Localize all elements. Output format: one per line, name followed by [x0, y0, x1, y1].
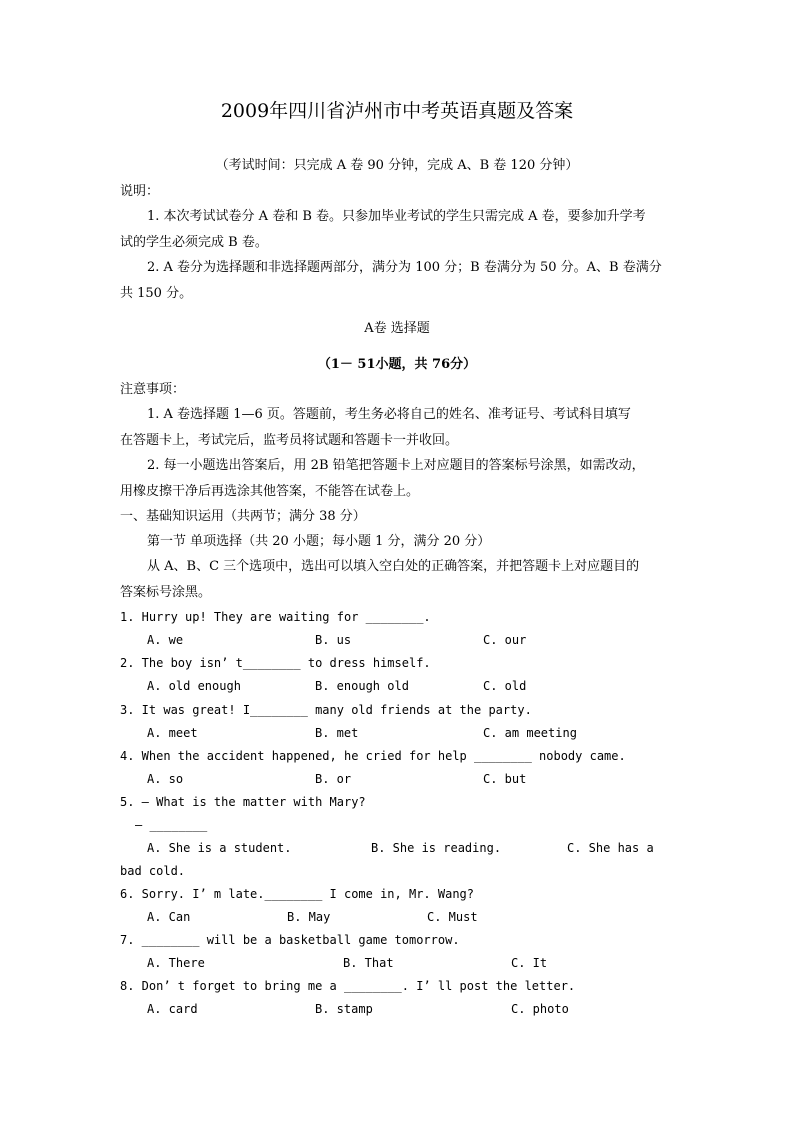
q3-option-a: A. meet — [147, 726, 198, 740]
q1-option-c: C. our — [483, 633, 527, 647]
q6-option-a: A. Can — [147, 910, 191, 924]
q8-option-c: C. photo — [511, 1002, 569, 1016]
q5-option-c: C. She has a — [567, 841, 654, 855]
q3-option-b: B. met — [315, 726, 359, 740]
attention-line-4: 用橡皮擦干净后再选涂其他答案，不能答在试卷上。 — [120, 484, 420, 499]
attention-line-1: 1. A 卷选择题 1—6 页。答题前，考生务必将自己的姓名、准考证号、考试科目填写 — [147, 407, 631, 422]
q7-option-b: B. That — [343, 956, 394, 970]
section-a-title: A卷 选择题 — [364, 321, 430, 336]
q3-option-c: C. am meeting — [483, 726, 577, 740]
q1-option-a: A. we — [147, 633, 184, 647]
note-line-2: 试的学生必须完成 B 卷。 — [120, 235, 268, 250]
q2-option-c: C. old — [483, 679, 527, 693]
notes-label: 说明： — [120, 184, 160, 199]
question-8: 8. Don’ t forget to bring me a ________. I’ ll post the letter. — [120, 979, 576, 993]
attention-line-2: 在答题卡上，考试完后，监考员将试题和答题卡一并收回。 — [120, 433, 459, 448]
question-3: 3. It was great! I________ many old friends at the party. — [120, 703, 532, 717]
attention-label: 注意事项： — [120, 382, 186, 397]
section1-instruction-2: 答案标号涂黑。 — [120, 585, 212, 600]
q5-option-b: B. She is reading. — [371, 841, 502, 855]
q4-option-b: B. or — [315, 772, 352, 786]
q2-option-a: A. old enough — [147, 679, 241, 693]
q7-option-a: A. There — [147, 956, 205, 970]
q1-option-b: B. us — [315, 633, 352, 647]
question-4: 4. When the accident happened, he cried for help ________ nobody came. — [120, 749, 626, 763]
q6-option-b: B. May — [287, 910, 331, 924]
note-line-1: 1. 本次考试试卷分 A 卷和 B 卷。只参加毕业考试的学生只需完成 A 卷，要参加升学考 — [147, 209, 646, 224]
question-1: 1. Hurry up! They are waiting for ________. — [120, 610, 431, 624]
document-title: 2009年四川省泸州市中考英语真题及答案 — [220, 100, 574, 122]
question-2: 2. The boy isn’ t________ to dress himself. — [120, 656, 431, 670]
q2-option-b: B. enough old — [315, 679, 409, 693]
section1-title: 第一节 单项选择（共 20 小题；每小题 1 分，满分 20 分） — [147, 534, 491, 549]
q4-option-a: A. so — [147, 772, 184, 786]
question-7: 7. ________ will be a basketball game tomorrow. — [120, 933, 460, 947]
section-a-subtitle: （1－ 51小题，共 76分） — [317, 357, 477, 372]
section1-instruction-1: 从 A、B、C 三个选项中，选出可以填入空白处的正确答案，并把答题卡上对应题目的 — [147, 559, 640, 574]
question-5-reply: — ________ — [135, 818, 208, 832]
question-6: 6. Sorry. I’ m late.________ I come in, Mr. Wang? — [120, 887, 475, 901]
note-line-3: 2. A 卷分为选择题和非选择题两部分，满分为 100 分；B 卷满分为 50 分。A、B 卷满分 — [147, 260, 662, 275]
q4-option-c: C. but — [483, 772, 527, 786]
q5-option-a: A. She is a student. — [147, 841, 292, 855]
note-line-4: 共 150 分。 — [120, 286, 193, 301]
attention-line-3: 2. 每一小题选出答案后，用 2B 铅笔把答题卡上对应题目的答案标号涂黑，如需改动， — [147, 458, 645, 473]
q8-option-b: B. stamp — [315, 1002, 373, 1016]
q8-option-a: A. card — [147, 1002, 198, 1016]
part1-title: 一、基础知识运用（共两节；满分 38 分） — [120, 509, 366, 524]
q6-option-c: C. Must — [427, 910, 478, 924]
question-5: 5. — What is the matter with Mary? — [120, 795, 366, 809]
q7-option-c: C. It — [511, 956, 548, 970]
exam-time: （考试时间：只完成 A 卷 90 分钟，完成 A、B 卷 120 分钟） — [215, 158, 579, 173]
q5-option-c-continued: bad cold. — [120, 864, 186, 878]
